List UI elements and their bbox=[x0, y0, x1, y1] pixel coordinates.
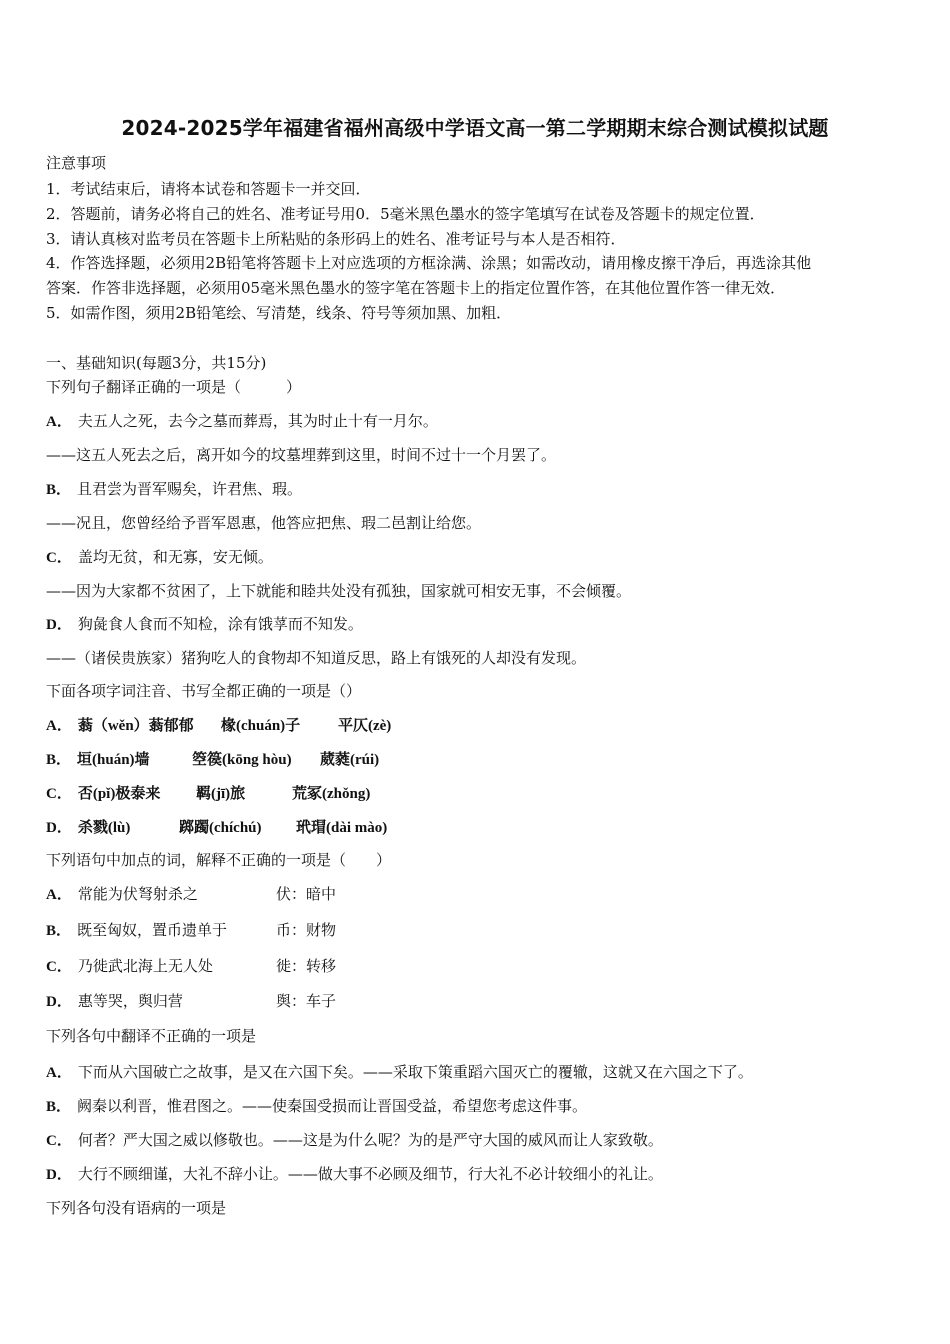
option-row bbox=[46, 714, 446, 735]
option-label: C． bbox=[46, 959, 72, 975]
option-cell: 玳瑁(dài mào) bbox=[296, 820, 388, 836]
option-text: 何者？严大国之威以修敬也。——这是为什么呢？为的是严守大国的威风而让人家致敬。 bbox=[77, 1131, 663, 1149]
option-row bbox=[46, 990, 366, 1011]
option-row bbox=[46, 1129, 663, 1150]
notice-heading: 注意事项 bbox=[46, 154, 107, 172]
option-row bbox=[46, 748, 446, 769]
option-label: D． bbox=[46, 1167, 72, 1183]
option-gloss: 币：财物 bbox=[276, 921, 337, 939]
option-row bbox=[46, 816, 446, 837]
option-label: B． bbox=[46, 1099, 72, 1115]
notice-item: 4．作答选择题，必须用2B铅笔将答题卡上对应选项的方框涂满、涂黑；如需改动，请用橡皮擦干净后，再选涂其他 bbox=[46, 254, 812, 272]
option-label: A． bbox=[46, 1065, 72, 1081]
notice-item: 答案．作答非选择题，必须用05毫米黑色墨水的签字笔在答题卡上的指定位置作答，在其他位置作答一律无效． bbox=[46, 279, 786, 297]
question-stem: 下列句子翻译正确的一项是（ ） bbox=[46, 378, 302, 396]
option-gloss: 舆：车子 bbox=[276, 992, 337, 1010]
option-text: 狗彘食人食而不知检，涂有饿莩而不知发。 bbox=[77, 615, 363, 633]
option-label: C． bbox=[46, 550, 72, 566]
option-cell: 否(pǐ)极泰来 bbox=[77, 786, 161, 802]
option-gloss: 伏：暗中 bbox=[276, 885, 337, 903]
notice-item: 3．请认真核对监考员在答题卡上所粘贴的条形码上的姓名、准考证号与本人是否相符． bbox=[46, 230, 626, 248]
option-cell: 平仄(zè) bbox=[338, 718, 392, 734]
notice-item: 1．考试结束后，请将本试卷和答题卡一并交回． bbox=[46, 180, 371, 198]
option-label: A． bbox=[46, 887, 72, 903]
section-heading: 一、基础知识(每题3分，共15分) bbox=[46, 354, 267, 372]
option-label: D． bbox=[46, 994, 72, 1010]
option-text: 大行不顾细谨，大礼不辞小让。——做大事不必顾及细节，行大礼不必计较细小的礼让。 bbox=[77, 1165, 663, 1183]
translation-line: ——况且，您曾经给予晋军恩惠，他答应把焦、瑕二邑割让给您。 bbox=[46, 514, 482, 532]
option-label: D． bbox=[46, 820, 72, 836]
option-gloss: 徙：转移 bbox=[276, 957, 337, 975]
option-label: A． bbox=[46, 718, 72, 734]
option-row bbox=[46, 1163, 663, 1184]
option-text: 既至匈奴，置币遗单于 bbox=[77, 921, 228, 939]
notice-item: 2．答题前，请务必将自己的姓名、准考证号用0．5毫米黑色墨水的签字笔填写在试卷及答题卡的规定位置． bbox=[46, 205, 765, 223]
option-row bbox=[46, 782, 446, 803]
option-label: C． bbox=[46, 786, 72, 802]
option-text: 乃徙武北海上无人处 bbox=[77, 957, 213, 975]
option-label: B． bbox=[46, 482, 72, 498]
option-cell: 垣(huán)墙 bbox=[77, 752, 150, 768]
option-cell: 杀戮(lù) bbox=[77, 820, 131, 836]
translation-line: ——因为大家都不贫困了，上下就能和睦共处没有孤独，国家就可相安无事，不会倾覆。 bbox=[46, 582, 632, 600]
option-cell: 荒冢(zhǒng) bbox=[292, 786, 371, 802]
option-text: 夫五人之死，去今之墓而葬焉，其为时止十有一月尔。 bbox=[77, 412, 438, 430]
option-cell: 蓊（wěn）蓊郁郁 bbox=[77, 718, 194, 734]
question-stem: 下面各项字词注音、书写全都正确的一项是（） bbox=[46, 682, 362, 700]
option-text: 下而从六国破亡之故事，是又在六国下矣。——采取下策重蹈六国灭亡的覆辙，这就又在六国之下了。 bbox=[77, 1063, 753, 1081]
option-label: B． bbox=[46, 923, 72, 939]
option-cell: 箜篌(kōng hòu) bbox=[192, 752, 292, 768]
question-stem: 下列各句中翻译不正确的一项是 bbox=[46, 1027, 257, 1045]
option-label: A． bbox=[46, 414, 72, 430]
option-text: 阙秦以利晋，惟君图之。——使秦国受损而让晋国受益，希望您考虑这件事。 bbox=[77, 1097, 588, 1115]
option-row bbox=[46, 1095, 587, 1116]
option-text: 常能为伏弩射杀之 bbox=[77, 885, 198, 903]
option-label: D． bbox=[46, 617, 72, 633]
option-row bbox=[46, 955, 366, 976]
translation-line: ——这五人死去之后，离开如今的坟墓埋葬到这里，时间不过十一个月罢了。 bbox=[46, 446, 557, 464]
page-title: 2024-2025学年福建省福州高级中学语文高一第二学期期末综合测试模拟试题 bbox=[121, 116, 829, 140]
option-row bbox=[46, 613, 363, 634]
question-stem: 下列语句中加点的词，解释不正确的一项是（ ） bbox=[46, 851, 392, 869]
notice-item: 5．如需作图，须用2B铅笔绘、写清楚，线条、符号等须加黑、加粗． bbox=[46, 304, 512, 322]
option-cell: 羁(jī)旅 bbox=[196, 786, 246, 802]
option-cell: 踯躅(chíchú) bbox=[179, 820, 262, 836]
option-row bbox=[46, 478, 302, 499]
option-row bbox=[46, 1061, 753, 1082]
translation-line: ——（诸侯贵族家）猪狗吃人的食物却不知道反思，路上有饿死的人却没有发现。 bbox=[46, 649, 587, 667]
question-stem: 下列各句没有语病的一项是 bbox=[46, 1199, 227, 1217]
option-text: 惠等哭，舆归营 bbox=[77, 992, 183, 1010]
option-cell: 椽(chuán)子 bbox=[221, 718, 301, 734]
option-text: 且君尝为晋军赐矣，许君焦、瑕。 bbox=[77, 480, 303, 498]
option-row bbox=[46, 546, 273, 567]
option-label: B． bbox=[46, 752, 72, 768]
option-cell: 葳蕤(rúi) bbox=[320, 752, 380, 768]
option-text: 盖均无贫，和无寡，安无倾。 bbox=[77, 548, 273, 566]
option-row bbox=[46, 883, 366, 904]
option-row bbox=[46, 919, 366, 940]
option-row bbox=[46, 410, 438, 431]
option-label: C． bbox=[46, 1133, 72, 1149]
